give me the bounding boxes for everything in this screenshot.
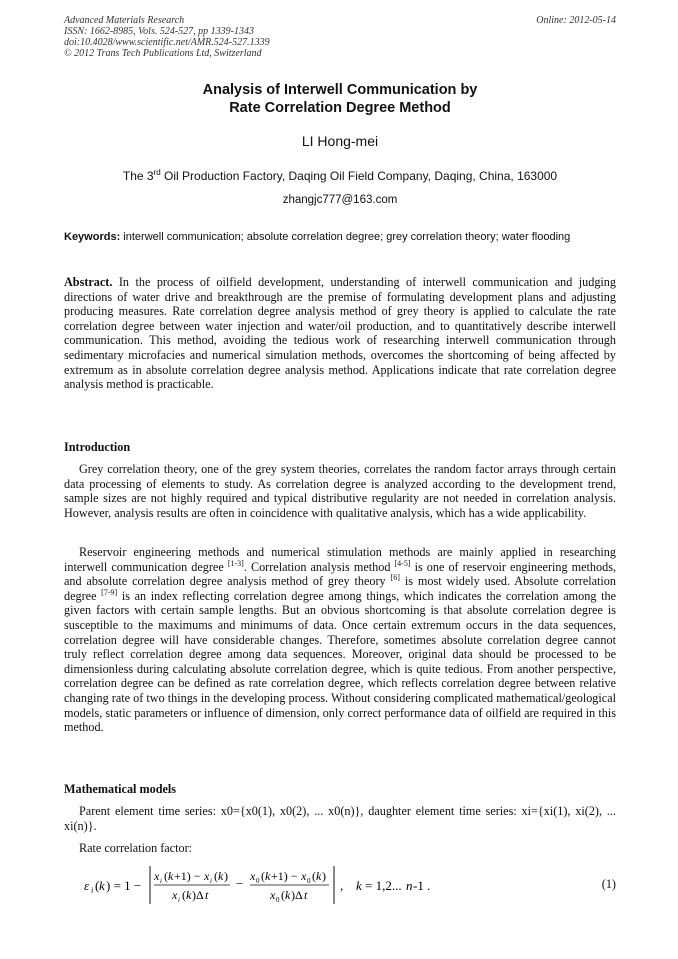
svg-text:(: ( [261,869,265,883]
title-line-1: Analysis of Interwell Communication by [202,82,478,98]
introduction-heading: Introduction [64,440,131,454]
svg-text:x: x [270,888,276,902]
svg-text:k: k [168,869,174,883]
svg-text:k: k [265,869,271,883]
svg-text:(: ( [182,888,186,902]
affiliation-post: Oil Production Factory, Daqing Oil Field Company, Daqing, China, 163000 [160,169,558,183]
svg-text:)Δ: )Δ [192,888,204,902]
svg-text:n: n [406,878,413,893]
abstract-text: In the process of oilfield development, understanding of interwell communication and judging directions of water drive and breakthrough are the premise of formulating development plans and adjusting producing measures. Rate correlation degree analysis method of grey theory is applied to calculate the rate correlation degree between water injection and water/oil production, and to quantitatively describe interwell communication. This method, avoiding the tedious work of researching interwell communication through sedimentary microfacies and numerical simulation methods, overcomes the shortcoming of being affected by extremum as in absolute correlation degree analysis method. Applications indicate that rate correlation degree analysis method is practicable. [64,275,616,392]
svg-text:i: i [210,877,212,885]
svg-text:+1) −: +1) − [174,869,201,883]
svg-text:-1 .: -1 . [413,878,431,893]
svg-text:0: 0 [307,877,311,885]
online-date: Online: 2012-05-14 [536,15,616,26]
svg-text:0: 0 [256,877,260,885]
journal-doi: doi:10.4028/www.scientific.net/AMR.524-527.1339 [64,37,270,48]
citation-ref: [7-9] [101,587,118,597]
svg-text:(: ( [312,869,316,883]
svg-text:= 1,2...: = 1,2... [365,878,402,893]
equation-graphic [84,860,564,910]
citation-ref: [1-3] [227,558,244,568]
keywords-label: Keywords: [64,231,121,243]
svg-text:): ) [322,869,326,883]
svg-text:) = 1 −: ) = 1 − [106,878,142,893]
svg-text:0: 0 [276,896,280,904]
affiliation-sup: rd [153,168,161,177]
svg-text:): ) [224,869,228,883]
equation-1 [84,860,616,910]
intro-p2-part-b: . Correlation analysis method [243,559,395,574]
math-paragraph-1: Parent element time series: x0={x0(1), x0(2), ... x0(n)}, daughter element time series: xi={xi(1), xi(2), ... xi(n)}. [64,804,616,833]
intro-p2-part-e: is an index reflecting correlation degree among things, which indicates the correlation among the given factors with certain sample lengths. But an obvious shortcoming is that absolute correlation degree is susceptible to the maximums and minimums of data. Once certain extremum occurs in the data sequences, correlation degree will have considerable changes. Therefore, sometimes absolute correlation degree cannot truly reflect correlation degree among data sequences. Moreover, original data should be processed to be dimensionless during calculating absolute correlation degree, which is quite tedious. From another perspective, correlation degree can be defined as rate correlation degree, which reflects correlation degree between relative changing rate of two things in the developing process. Without considering complicated mathematical/geological models, static parameters or influence of dimension, only correct performance data of oilfield are required in this method. [64,588,616,735]
affiliation [64,168,616,183]
svg-text:x: x [154,869,160,883]
svg-text:x: x [204,869,210,883]
svg-text:k: k [356,878,362,893]
intro-p2-part-a: Reservoir engineering methods and numerical stimulation methods are mainly applied in researching interwell communication degree [64,545,616,574]
svg-text:(: ( [95,878,100,893]
svg-text:k: k [186,888,192,902]
svg-text:k: k [316,869,322,883]
paper-title [64,81,616,117]
citation-ref: [6] [390,573,400,583]
citation-ref: [4-5] [394,558,411,568]
intro-p2-part-c: is one of reservoir engineering methods, and absolute correlation degree analysis method of grey theory [64,559,616,589]
svg-text:i: i [91,886,94,895]
author-email: zhangjc777@163.com [282,194,398,206]
title-line-2: Rate Correlation Degree Method [229,100,451,116]
svg-text:(: ( [214,869,218,883]
svg-text:i: i [160,877,162,885]
svg-text:x: x [250,869,256,883]
svg-text:(: ( [164,869,168,883]
journal-header [64,15,616,59]
equation-number: (1) [601,877,616,891]
svg-text:t: t [205,888,209,902]
svg-text:i: i [178,896,180,904]
journal-issn: ISSN: 1662-8985, Vols. 524-527, pp 1339-1343 [64,26,254,37]
abstract [64,275,616,392]
svg-text:k: k [218,869,224,883]
math-models-heading: Mathematical models [64,782,177,796]
intro-p2-part-d: is most widely used. Absolute correlation degree [64,574,616,603]
introduction-paragraph-1: Grey correlation theory, one of the grey system theories, correlates the random factor arrays through certain data processing of elements to study. As correlation degree is analyzed according to the development trend, sample sizes are not highly required and typical distributive regularity are not needed in correlation analysis. However, analysis results are often in coincidence with qualitative analysis, which has a wide applicability. [64,462,616,520]
abstract-label: Abstract. [64,275,113,289]
introduction-paragraph-2 [64,545,616,735]
svg-text:+1) −: +1) − [271,869,298,883]
svg-text:x: x [301,869,307,883]
svg-text:t: t [304,888,308,902]
affiliation-pre: The 3 [122,169,154,183]
svg-text:(: ( [281,888,285,902]
svg-text:k: k [285,888,291,902]
keywords [64,231,616,245]
journal-copyright: © 2012 Trans Tech Publications Ltd, Switzerland [64,48,262,59]
keywords-text: interwell communication; absolute correlation degree; grey correlation theory; water flooding [120,231,571,243]
svg-text:k: k [99,878,105,893]
svg-text:)Δ: )Δ [291,888,303,902]
svg-text:x: x [172,888,178,902]
math-paragraph-2: Rate correlation factor: [79,841,193,855]
svg-text:ε: ε [84,878,90,893]
svg-text:,: , [340,878,344,893]
author-name: LI Hong-mei [301,133,379,149]
svg-text:−: − [236,876,244,891]
journal-name: Advanced Materials Research [64,15,185,26]
